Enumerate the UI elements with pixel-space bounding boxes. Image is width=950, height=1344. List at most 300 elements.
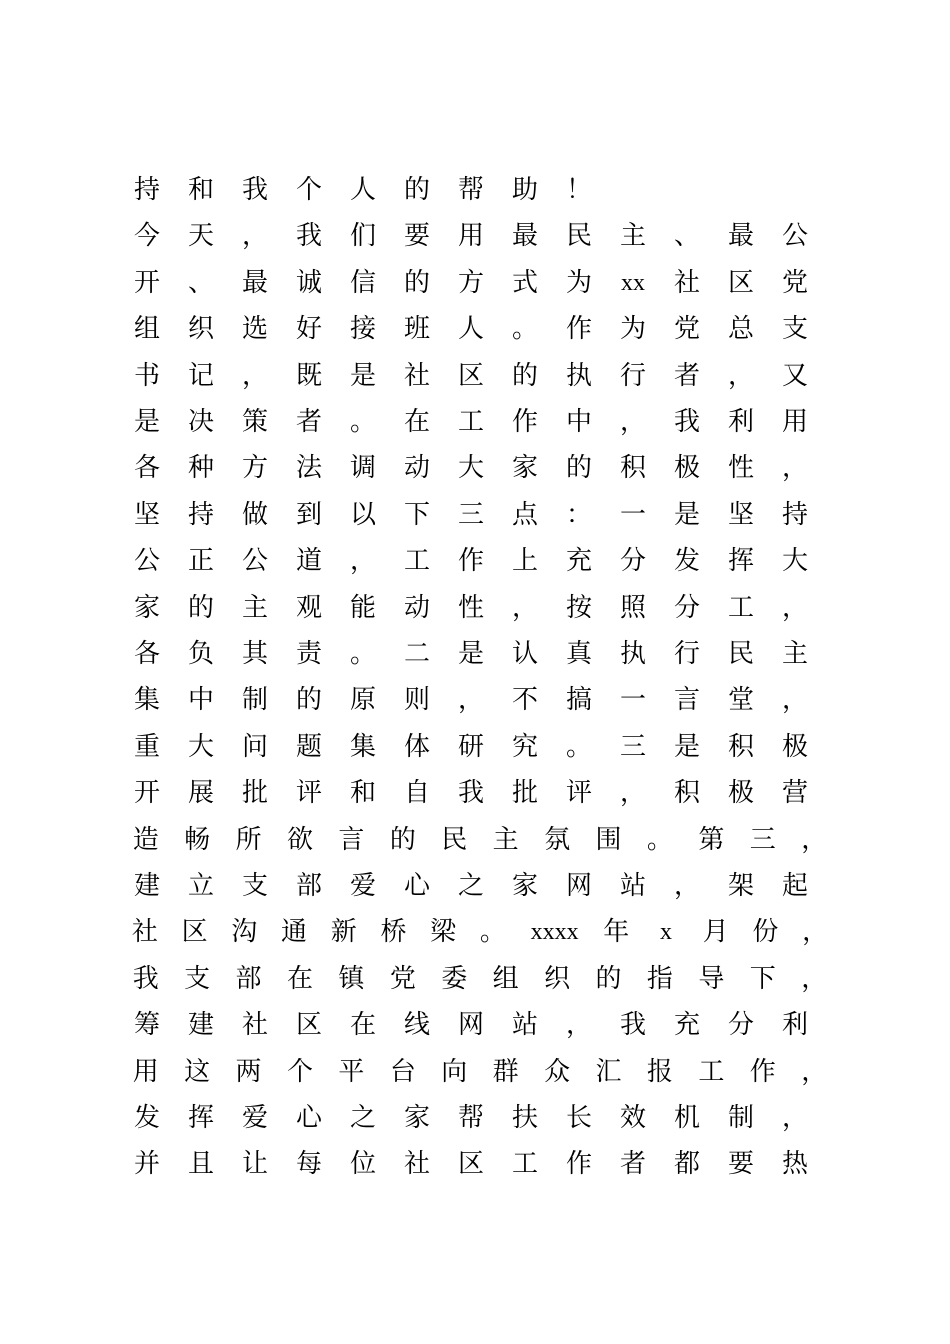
- text-char: 则: [403, 685, 430, 716]
- text-char: 真: [565, 639, 592, 669]
- text-char: 站: [619, 871, 646, 901]
- text-char: 部: [235, 963, 262, 994]
- text-char: 社: [241, 1010, 268, 1041]
- text-char: 持: [133, 175, 160, 205]
- text-char: 个: [295, 175, 322, 205]
- text-char: 研: [457, 731, 484, 762]
- text-char: 观: [295, 592, 322, 623]
- text-char: 积: [619, 453, 646, 484]
- text-char: ，: [619, 407, 646, 437]
- text-char: 作: [749, 1056, 776, 1087]
- text-char: 的: [403, 267, 430, 298]
- text-char: 支: [184, 963, 211, 994]
- text-char: 群: [492, 1056, 519, 1087]
- text-char: 为: [565, 267, 592, 298]
- text-char: 是: [673, 731, 700, 762]
- text-line: [120, 170, 840, 210]
- text-char: 评: [565, 778, 592, 809]
- text-char: ，: [802, 917, 829, 948]
- text-line: [120, 959, 840, 999]
- text-line: [120, 820, 840, 860]
- text-char: 个: [286, 1056, 313, 1087]
- text-char: 区: [181, 917, 208, 948]
- text-char: ，: [727, 360, 754, 391]
- text-char: 建: [133, 871, 160, 901]
- text-char: 帮: [457, 175, 484, 205]
- text-char: 织: [187, 314, 214, 345]
- text-char: 的: [403, 175, 430, 205]
- text-char: 通: [281, 917, 308, 948]
- text-char: 下: [403, 499, 430, 530]
- text-char: 欲: [286, 824, 313, 855]
- text-char: 重: [133, 731, 160, 762]
- text-char: xxxx: [530, 919, 579, 946]
- text-char: 执: [565, 360, 592, 391]
- text-char: 其: [241, 639, 268, 669]
- text-char: 两: [235, 1056, 262, 1087]
- text-char: 工: [698, 1056, 725, 1087]
- text-char: 中: [565, 407, 592, 437]
- text-char: 三: [749, 824, 776, 855]
- text-char: 批: [241, 778, 268, 809]
- text-char: 方: [241, 453, 268, 484]
- text-char: 长: [565, 1103, 592, 1133]
- text-char: 主: [781, 639, 808, 669]
- text-char: 开: [133, 267, 160, 298]
- text-char: ，: [457, 685, 484, 716]
- text-char: 月: [702, 917, 729, 948]
- text-char: 利: [727, 407, 754, 437]
- text-char: 扶: [511, 1103, 538, 1133]
- text-char: 主: [492, 824, 519, 855]
- text-line: [120, 1144, 840, 1184]
- text-char: 到: [295, 499, 322, 530]
- text-char: 们: [349, 221, 376, 252]
- text-char: 者: [673, 360, 700, 391]
- text-char: 作: [457, 546, 484, 577]
- text-char: 作: [511, 407, 538, 437]
- text-char: 认: [511, 639, 538, 669]
- text-char: 集: [349, 731, 376, 762]
- text-char: 是: [349, 360, 376, 391]
- text-char: ，: [565, 1010, 592, 1041]
- text-char: 。: [565, 731, 592, 762]
- text-line: [120, 680, 840, 720]
- text-char: 工: [403, 546, 430, 577]
- text-line: [120, 309, 840, 349]
- text-char: 作: [565, 1149, 592, 1180]
- text-char: 照: [619, 592, 646, 623]
- text-char: 责: [295, 639, 322, 669]
- text-char: 公: [241, 546, 268, 577]
- text-char: 位: [349, 1149, 376, 1180]
- text-char: 体: [403, 731, 430, 762]
- text-char: 又: [781, 360, 808, 391]
- text-char: 织: [544, 963, 571, 994]
- text-line: [120, 773, 840, 813]
- text-char: 大: [457, 453, 484, 484]
- text-char: 区: [727, 267, 754, 298]
- text-char: 架: [727, 871, 754, 901]
- text-char: 问: [241, 731, 268, 762]
- text-char: 动: [403, 453, 430, 484]
- text-char: 行: [673, 639, 700, 669]
- text-char: 网: [457, 1010, 484, 1041]
- text-char: ，: [781, 1103, 808, 1133]
- text-char: 氛: [544, 824, 571, 855]
- text-char: 方: [457, 267, 484, 298]
- text-char: 点: [511, 499, 538, 530]
- text-char: 正: [187, 546, 214, 577]
- text-char: 工: [727, 592, 754, 623]
- text-char: 家: [133, 592, 160, 623]
- text-char: 。: [479, 917, 506, 948]
- text-char: 要: [727, 1149, 754, 1180]
- text-char: 二: [403, 639, 430, 669]
- text-char: 台: [389, 1056, 416, 1087]
- text-char: 梁: [430, 917, 457, 948]
- text-char: 所: [235, 824, 262, 855]
- text-char: 区: [457, 360, 484, 391]
- text-char: 班: [403, 314, 430, 345]
- text-char: 之: [457, 871, 484, 901]
- text-char: 种: [187, 453, 214, 484]
- text-char: 线: [403, 1010, 430, 1041]
- text-char: x: [659, 919, 672, 946]
- text-char: 份: [752, 917, 779, 948]
- text-char: 的: [187, 592, 214, 623]
- text-char: 调: [349, 453, 376, 484]
- text-char: ，: [619, 778, 646, 809]
- text-char: 天: [187, 221, 214, 252]
- text-char: 委: [441, 963, 468, 994]
- text-line: [120, 263, 840, 303]
- text-char: 一: [619, 499, 646, 530]
- text-line: [120, 495, 840, 535]
- text-char: ，: [511, 592, 538, 623]
- text-char: 组: [492, 963, 519, 994]
- text-char: 这: [184, 1056, 211, 1087]
- text-char: 不: [511, 685, 538, 716]
- text-char: 桥: [380, 917, 407, 948]
- text-char: 的: [595, 963, 622, 994]
- text-char: 爱: [349, 871, 376, 901]
- text-char: 书: [133, 360, 160, 391]
- text-char: 汇: [595, 1056, 622, 1087]
- text-char: 选: [241, 314, 268, 345]
- text-char: 负: [187, 639, 214, 669]
- text-char: 人: [457, 314, 484, 345]
- text-char: 分: [727, 1010, 754, 1041]
- text-char: 的: [295, 685, 322, 716]
- text-char: 下: [749, 963, 776, 994]
- text-char: 堂: [727, 685, 754, 716]
- text-char: 营: [781, 778, 808, 809]
- text-char: 。: [511, 314, 538, 345]
- text-char: 既: [295, 360, 322, 391]
- text-line: [120, 588, 840, 628]
- text-char: 畅: [184, 824, 211, 855]
- text-char: 三: [457, 499, 484, 530]
- text-char: 工: [457, 407, 484, 437]
- text-char: 批: [511, 778, 538, 809]
- text-char: 、: [673, 221, 700, 252]
- text-char: 极: [673, 453, 700, 484]
- text-char: 支: [241, 871, 268, 901]
- text-char: 积: [673, 778, 700, 809]
- text-char: 执: [619, 639, 646, 669]
- text-char: 指: [646, 963, 673, 994]
- text-line: [120, 1098, 840, 1138]
- text-char: 之: [349, 1103, 376, 1133]
- text-char: 民: [565, 221, 592, 252]
- text-char: 道: [295, 546, 322, 577]
- text-char: 分: [619, 546, 646, 577]
- text-char: 主: [241, 592, 268, 623]
- text-char: ，: [781, 453, 808, 484]
- text-char: 第: [698, 824, 725, 855]
- text-char: 的: [389, 824, 416, 855]
- text-char: 一: [619, 685, 646, 716]
- text-char: 社: [403, 360, 430, 391]
- text-char: 每: [295, 1149, 322, 1180]
- text-char: 总: [727, 314, 754, 345]
- text-char: 筹: [133, 1010, 160, 1041]
- text-char: 发: [673, 546, 700, 577]
- text-char: 网: [565, 871, 592, 901]
- text-line: [120, 356, 840, 396]
- text-char: 且: [187, 1149, 214, 1180]
- text-char: 接: [349, 314, 376, 345]
- text-char: 区: [457, 1149, 484, 1180]
- text-char: 用: [457, 221, 484, 252]
- text-char: 在: [349, 1010, 376, 1041]
- text-char: ，: [781, 685, 808, 716]
- text-char: 挥: [187, 1103, 214, 1133]
- text-char: 决: [187, 407, 214, 437]
- text-char: 原: [349, 685, 376, 716]
- text-char: 以: [349, 499, 376, 530]
- text-char: xx: [621, 269, 645, 296]
- text-line: [120, 216, 840, 256]
- text-char: 各: [133, 639, 160, 669]
- text-char: 家: [511, 871, 538, 901]
- text-char: 帮: [457, 1103, 484, 1133]
- text-char: 评: [295, 778, 322, 809]
- text-char: 法: [295, 453, 322, 484]
- text-char: 大: [781, 546, 808, 577]
- text-char: 坚: [133, 499, 160, 530]
- text-char: 开: [133, 778, 160, 809]
- text-char: 分: [673, 592, 700, 623]
- text-char: 利: [781, 1010, 808, 1041]
- text-char: 组: [133, 314, 160, 345]
- text-char: 都: [673, 1149, 700, 1180]
- text-char: 用: [132, 1056, 159, 1087]
- text-char: ，: [801, 824, 828, 855]
- text-char: 展: [187, 778, 214, 809]
- text-char: 在: [403, 407, 430, 437]
- text-char: 自: [403, 778, 430, 809]
- text-char: 的: [565, 453, 592, 484]
- text-char: 制: [727, 1103, 754, 1133]
- text-char: 最: [241, 267, 268, 298]
- text-char: 立: [187, 871, 214, 901]
- text-char: 民: [441, 824, 468, 855]
- text-char: 中: [187, 685, 214, 716]
- text-char: 党: [389, 963, 416, 994]
- text-char: 沟: [231, 917, 258, 948]
- text-char: 众: [544, 1056, 571, 1087]
- text-char: 家: [403, 1103, 430, 1133]
- text-char: 言: [338, 824, 365, 855]
- text-char: 言: [673, 685, 700, 716]
- text-char: 最: [727, 221, 754, 252]
- text-line: [120, 1005, 840, 1045]
- text-char: 部: [295, 871, 322, 901]
- text-char: 和: [349, 778, 376, 809]
- text-char: ，: [673, 871, 700, 901]
- text-char: 积: [727, 731, 754, 762]
- text-char: 记: [187, 360, 214, 391]
- text-char: 镇: [338, 963, 365, 994]
- text-line: [120, 912, 840, 952]
- text-char: 民: [727, 639, 754, 669]
- text-char: 心: [295, 1103, 322, 1133]
- text-char: 上: [511, 546, 538, 577]
- text-char: 要: [403, 221, 430, 252]
- text-char: 报: [646, 1056, 673, 1087]
- text-char: 者: [295, 407, 322, 437]
- text-line: [120, 402, 840, 442]
- text-char: ！: [565, 175, 592, 205]
- text-char: 发: [133, 1103, 160, 1133]
- text-char: 社: [403, 1149, 430, 1180]
- text-line: [120, 866, 840, 906]
- text-char: 平: [338, 1056, 365, 1087]
- text-char: 起: [781, 871, 808, 901]
- text-char: 搞: [565, 685, 592, 716]
- text-line: [120, 727, 840, 767]
- text-char: 建: [187, 1010, 214, 1041]
- text-char: 机: [673, 1103, 700, 1133]
- text-char: 性: [727, 453, 754, 484]
- text-char: 人: [349, 175, 376, 205]
- text-char: 作: [565, 314, 592, 345]
- text-char: 社: [131, 917, 158, 948]
- text-char: 用: [781, 407, 808, 437]
- text-char: 公: [781, 221, 808, 252]
- text-char: 充: [565, 546, 592, 577]
- text-char: 让: [241, 1149, 268, 1180]
- text-char: 、: [187, 267, 214, 298]
- text-char: 助: [511, 175, 538, 205]
- text-char: 为: [619, 314, 646, 345]
- text-char: 最: [511, 221, 538, 252]
- text-char: 围: [595, 824, 622, 855]
- text-char: 持: [187, 499, 214, 530]
- text-char: 动: [403, 592, 430, 623]
- text-line: [120, 448, 840, 488]
- text-char: 持: [781, 499, 808, 530]
- text-char: 向: [441, 1056, 468, 1087]
- text-char: 我: [132, 963, 159, 994]
- text-char: 爱: [241, 1103, 268, 1133]
- text-line: [120, 1052, 840, 1092]
- text-char: ，: [241, 360, 268, 391]
- text-char: 行: [619, 360, 646, 391]
- text-char: 导: [698, 963, 725, 994]
- text-line: [120, 634, 840, 674]
- text-char: 在: [286, 963, 313, 994]
- text-char: 按: [565, 592, 592, 623]
- text-char: 我: [241, 175, 268, 205]
- text-char: 党: [781, 267, 808, 298]
- text-char: 今: [133, 221, 160, 252]
- text-char: 三: [619, 731, 646, 762]
- text-char: ：: [565, 499, 592, 530]
- text-char: 极: [727, 778, 754, 809]
- text-char: ，: [781, 592, 808, 623]
- text-char: 主: [619, 221, 646, 252]
- text-char: 制: [241, 685, 268, 716]
- text-char: 我: [295, 221, 322, 252]
- text-char: 社: [673, 267, 700, 298]
- text-char: 者: [619, 1149, 646, 1180]
- text-char: 是: [673, 499, 700, 530]
- text-char: 的: [511, 360, 538, 391]
- text-char: 党: [673, 314, 700, 345]
- text-char: 我: [673, 407, 700, 437]
- text-char: 性: [457, 592, 484, 623]
- text-char: 效: [619, 1103, 646, 1133]
- text-char: 做: [241, 499, 268, 530]
- text-char: 站: [511, 1010, 538, 1041]
- text-char: ，: [241, 221, 268, 252]
- text-char: 信: [349, 267, 376, 298]
- text-line: [120, 541, 840, 581]
- text-char: 集: [133, 685, 160, 716]
- text-char: 诚: [295, 267, 322, 298]
- text-char: 热: [781, 1149, 808, 1180]
- text-char: ，: [801, 963, 828, 994]
- text-char: 工: [511, 1149, 538, 1180]
- text-char: 新: [330, 917, 357, 948]
- text-char: 心: [403, 871, 430, 901]
- text-char: 好: [295, 314, 322, 345]
- text-char: 题: [295, 731, 322, 762]
- text-char: 家: [511, 453, 538, 484]
- text-char: 年: [603, 917, 630, 948]
- text-char: 并: [133, 1149, 160, 1180]
- text-char: 坚: [727, 499, 754, 530]
- text-char: 各: [133, 453, 160, 484]
- text-char: 究: [511, 731, 538, 762]
- text-char: 极: [781, 731, 808, 762]
- text-char: 是: [457, 639, 484, 669]
- text-char: 支: [781, 314, 808, 345]
- text-char: 。: [646, 824, 673, 855]
- text-char: ，: [349, 546, 376, 577]
- text-char: 。: [349, 407, 376, 437]
- text-char: 造: [132, 824, 159, 855]
- text-char: 式: [511, 267, 538, 298]
- text-char: 充: [673, 1010, 700, 1041]
- text-char: 。: [349, 639, 376, 669]
- text-char: 是: [133, 407, 160, 437]
- text-char: 策: [241, 407, 268, 437]
- text-char: 我: [619, 1010, 646, 1041]
